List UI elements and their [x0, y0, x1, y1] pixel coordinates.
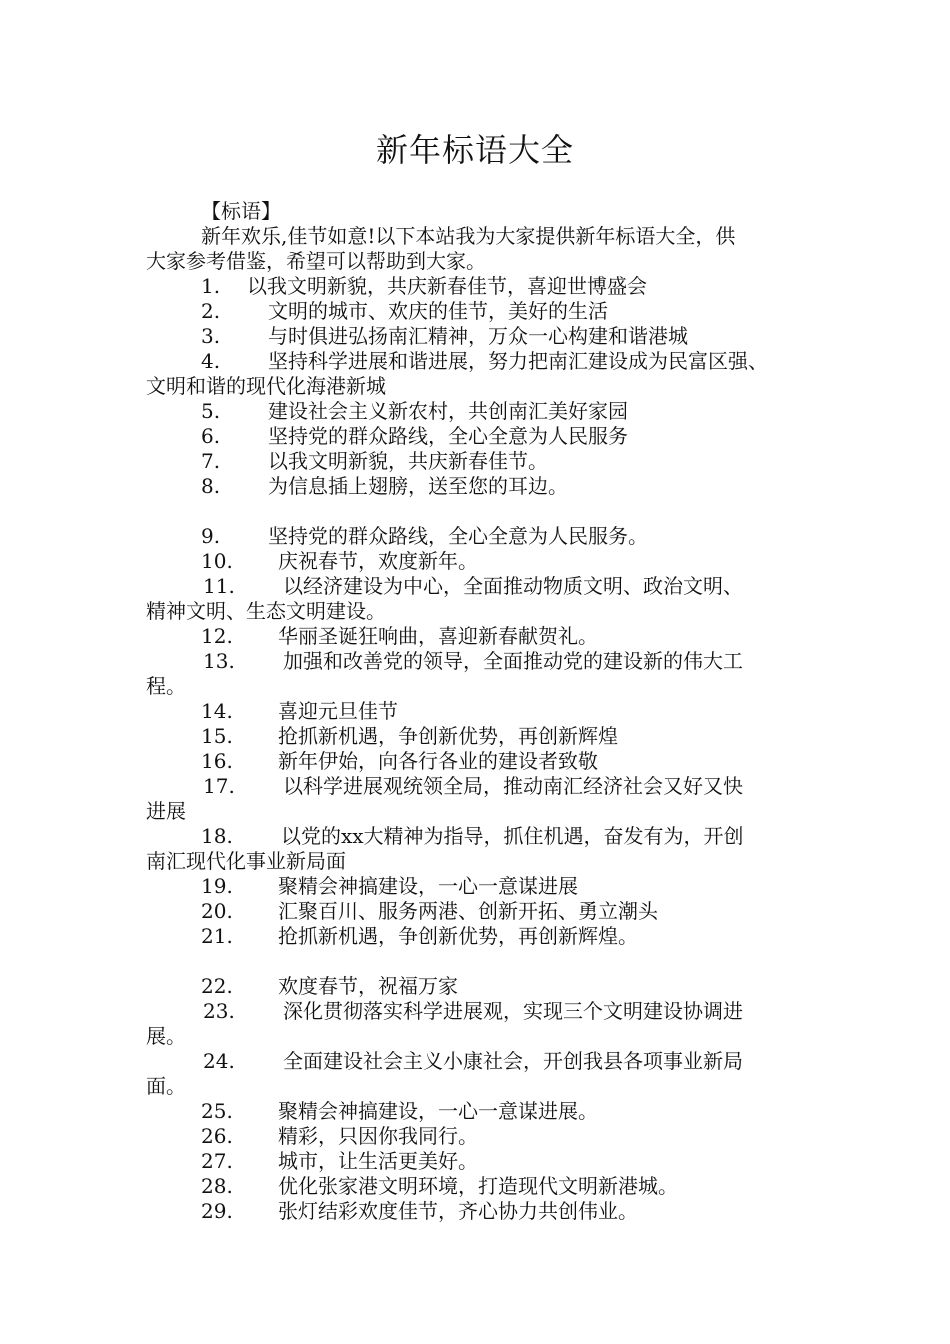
list-item: [146, 874, 836, 899]
list-item: [146, 474, 836, 499]
blank-line: [146, 499, 836, 524]
list-item: [146, 1199, 836, 1224]
item-number: 20.: [201, 899, 233, 923]
item-number: 17.: [203, 774, 235, 798]
list-item: [146, 424, 836, 449]
item-text: 城市，让生活更美好。: [278, 1149, 478, 1173]
item-text: 聚精会神搞建设，一心一意谋进展: [278, 874, 578, 898]
item-number: 15.: [201, 724, 233, 748]
list-item: [146, 749, 836, 774]
item-text: 坚持科学进展和谐进展，努力把南汇建设成为民富区强、: [268, 349, 768, 373]
item-text: 以我文明新貌，共庆新春佳节。: [268, 449, 548, 473]
item-text: 以党的xx大精神为指导，抓住机遇，奋发有为，开创: [281, 824, 744, 848]
item-number: 7.: [201, 449, 221, 473]
item-text-continued: 程。: [146, 674, 186, 698]
list-item: [146, 699, 836, 724]
item-number: 22.: [201, 974, 233, 998]
item-number: 14.: [201, 699, 233, 723]
list-item-continued: [146, 674, 836, 699]
item-number: 25.: [201, 1099, 233, 1123]
item-text: 喜迎元旦佳节: [278, 699, 398, 723]
intro-text-continued: 大家参考借鉴，希望可以帮助到大家。: [146, 249, 486, 273]
item-number: 27.: [201, 1149, 233, 1173]
item-text: 全面建设社会主义小康社会，开创我县各项事业新局: [283, 1049, 743, 1073]
item-number: 1.: [201, 274, 221, 298]
item-text: 文明的城市、欢庆的佳节，美好的生活: [268, 299, 608, 323]
item-text-continued: 进展: [146, 799, 186, 823]
item-text: 坚持党的群众路线，全心全意为人民服务。: [268, 524, 648, 548]
item-number: 16.: [201, 749, 233, 773]
item-number: 13.: [203, 649, 235, 673]
list-item-continued: [146, 1024, 836, 1049]
item-number: 5.: [201, 399, 221, 423]
list-item: [146, 924, 836, 949]
list-item: [146, 624, 836, 649]
blank-line: [146, 949, 836, 974]
item-text: 以科学进展观统领全局，推动南汇经济社会又好又快: [283, 774, 743, 798]
item-number: 23.: [203, 999, 235, 1023]
item-text-continued: 面。: [146, 1074, 186, 1098]
list-item: [146, 1099, 836, 1124]
item-number: 21.: [201, 924, 233, 948]
item-number: 12.: [201, 624, 233, 648]
list-item: [146, 399, 836, 424]
item-text-continued: 文明和谐的现代化海港新城: [146, 374, 386, 398]
item-text: 建设社会主义新农村，共创南汇美好家园: [268, 399, 628, 423]
item-number: 19.: [201, 874, 233, 898]
list-item: [146, 899, 836, 924]
list-item: [146, 299, 836, 324]
item-text: 聚精会神搞建设，一心一意谋进展。: [278, 1099, 598, 1123]
list-item-continued: [146, 374, 836, 399]
item-text: 抢抓新机遇，争创新优势，再创新辉煌。: [278, 924, 638, 948]
item-text: 优化张家港文明环境，打造现代文明新港城。: [278, 1174, 678, 1198]
list-item: [146, 449, 836, 474]
section-label: 【标语】: [201, 199, 281, 223]
item-number: 3.: [201, 324, 221, 348]
item-text-continued: 南汇现代化事业新局面: [146, 849, 346, 873]
item-text: 以经济建设为中心，全面推动物质文明、政治文明、: [283, 574, 743, 598]
item-text: 张灯结彩欢度佳节，齐心协力共创伟业。: [278, 1199, 638, 1223]
list-item-continued: [146, 599, 836, 624]
list-item-continued: [146, 849, 836, 874]
item-number: 6.: [201, 424, 221, 448]
item-number: 29.: [201, 1199, 233, 1223]
item-text: 与时俱进弘扬南汇精神，万众一心构建和谐港城: [268, 324, 688, 348]
item-text: 以我文明新貌，共庆新春佳节，喜迎世博盛会: [247, 274, 647, 298]
item-number: 8.: [201, 474, 221, 498]
item-text: 加强和改善党的领导，全面推动党的建设新的伟大工: [283, 649, 743, 673]
list-item: [146, 524, 836, 549]
item-text: 精彩，只因你我同行。: [278, 1124, 478, 1148]
item-number: 2.: [201, 299, 221, 323]
list-item: [146, 1049, 836, 1074]
item-text-continued: 精神文明、生态文明建设。: [146, 599, 386, 623]
item-text: 华丽圣诞狂响曲，喜迎新春献贺礼。: [278, 624, 598, 648]
intro-paragraph-line-1: [146, 224, 836, 249]
intro-text: 新年欢乐,佳节如意!以下本站我为大家提供新年标语大全，供: [201, 224, 736, 248]
list-item: [146, 274, 836, 299]
item-text: 为信息插上翅膀，送至您的耳边。: [268, 474, 568, 498]
list-item-continued: [146, 799, 836, 824]
intro-paragraph-line-2: [146, 249, 836, 274]
list-item: [146, 549, 836, 574]
page-title: 新年标语大全: [375, 131, 574, 169]
item-number: 9.: [201, 524, 221, 548]
item-number: 24.: [203, 1049, 235, 1073]
item-text: 抢抓新机遇，争创新优势，再创新辉煌: [278, 724, 618, 748]
list-item: [146, 1149, 836, 1174]
list-item: [146, 324, 836, 349]
item-text: 深化贯彻落实科学进展观，实现三个文明建设协调进: [283, 999, 743, 1023]
list-item: [146, 1174, 836, 1199]
document-body: [146, 199, 836, 1224]
list-item: [146, 974, 836, 999]
item-text: 欢度春节，祝福万家: [278, 974, 458, 998]
list-item: [146, 724, 836, 749]
item-number: 28.: [201, 1174, 233, 1198]
list-item: [146, 349, 836, 374]
item-text: 坚持党的群众路线，全心全意为人民服务: [268, 424, 628, 448]
list-item: [146, 824, 836, 849]
list-item: [146, 649, 836, 674]
item-number: 10.: [201, 549, 233, 573]
item-text: 新年伊始，向各行各业的建设者致敬: [278, 749, 598, 773]
list-item: [146, 574, 836, 599]
item-number: 18.: [201, 824, 233, 848]
item-text: 庆祝春节，欢度新年。: [278, 549, 478, 573]
list-item-continued: [146, 1074, 836, 1099]
list-item: [146, 999, 836, 1024]
item-text-continued: 展。: [146, 1024, 186, 1048]
list-item: [146, 1124, 836, 1149]
item-text: 汇聚百川、服务两港、创新开拓、勇立潮头: [278, 899, 658, 923]
item-number: 11.: [203, 574, 235, 598]
section-label-line: [146, 199, 836, 224]
list-item: [146, 774, 836, 799]
item-number: 26.: [201, 1124, 233, 1148]
item-number: 4.: [201, 349, 221, 373]
